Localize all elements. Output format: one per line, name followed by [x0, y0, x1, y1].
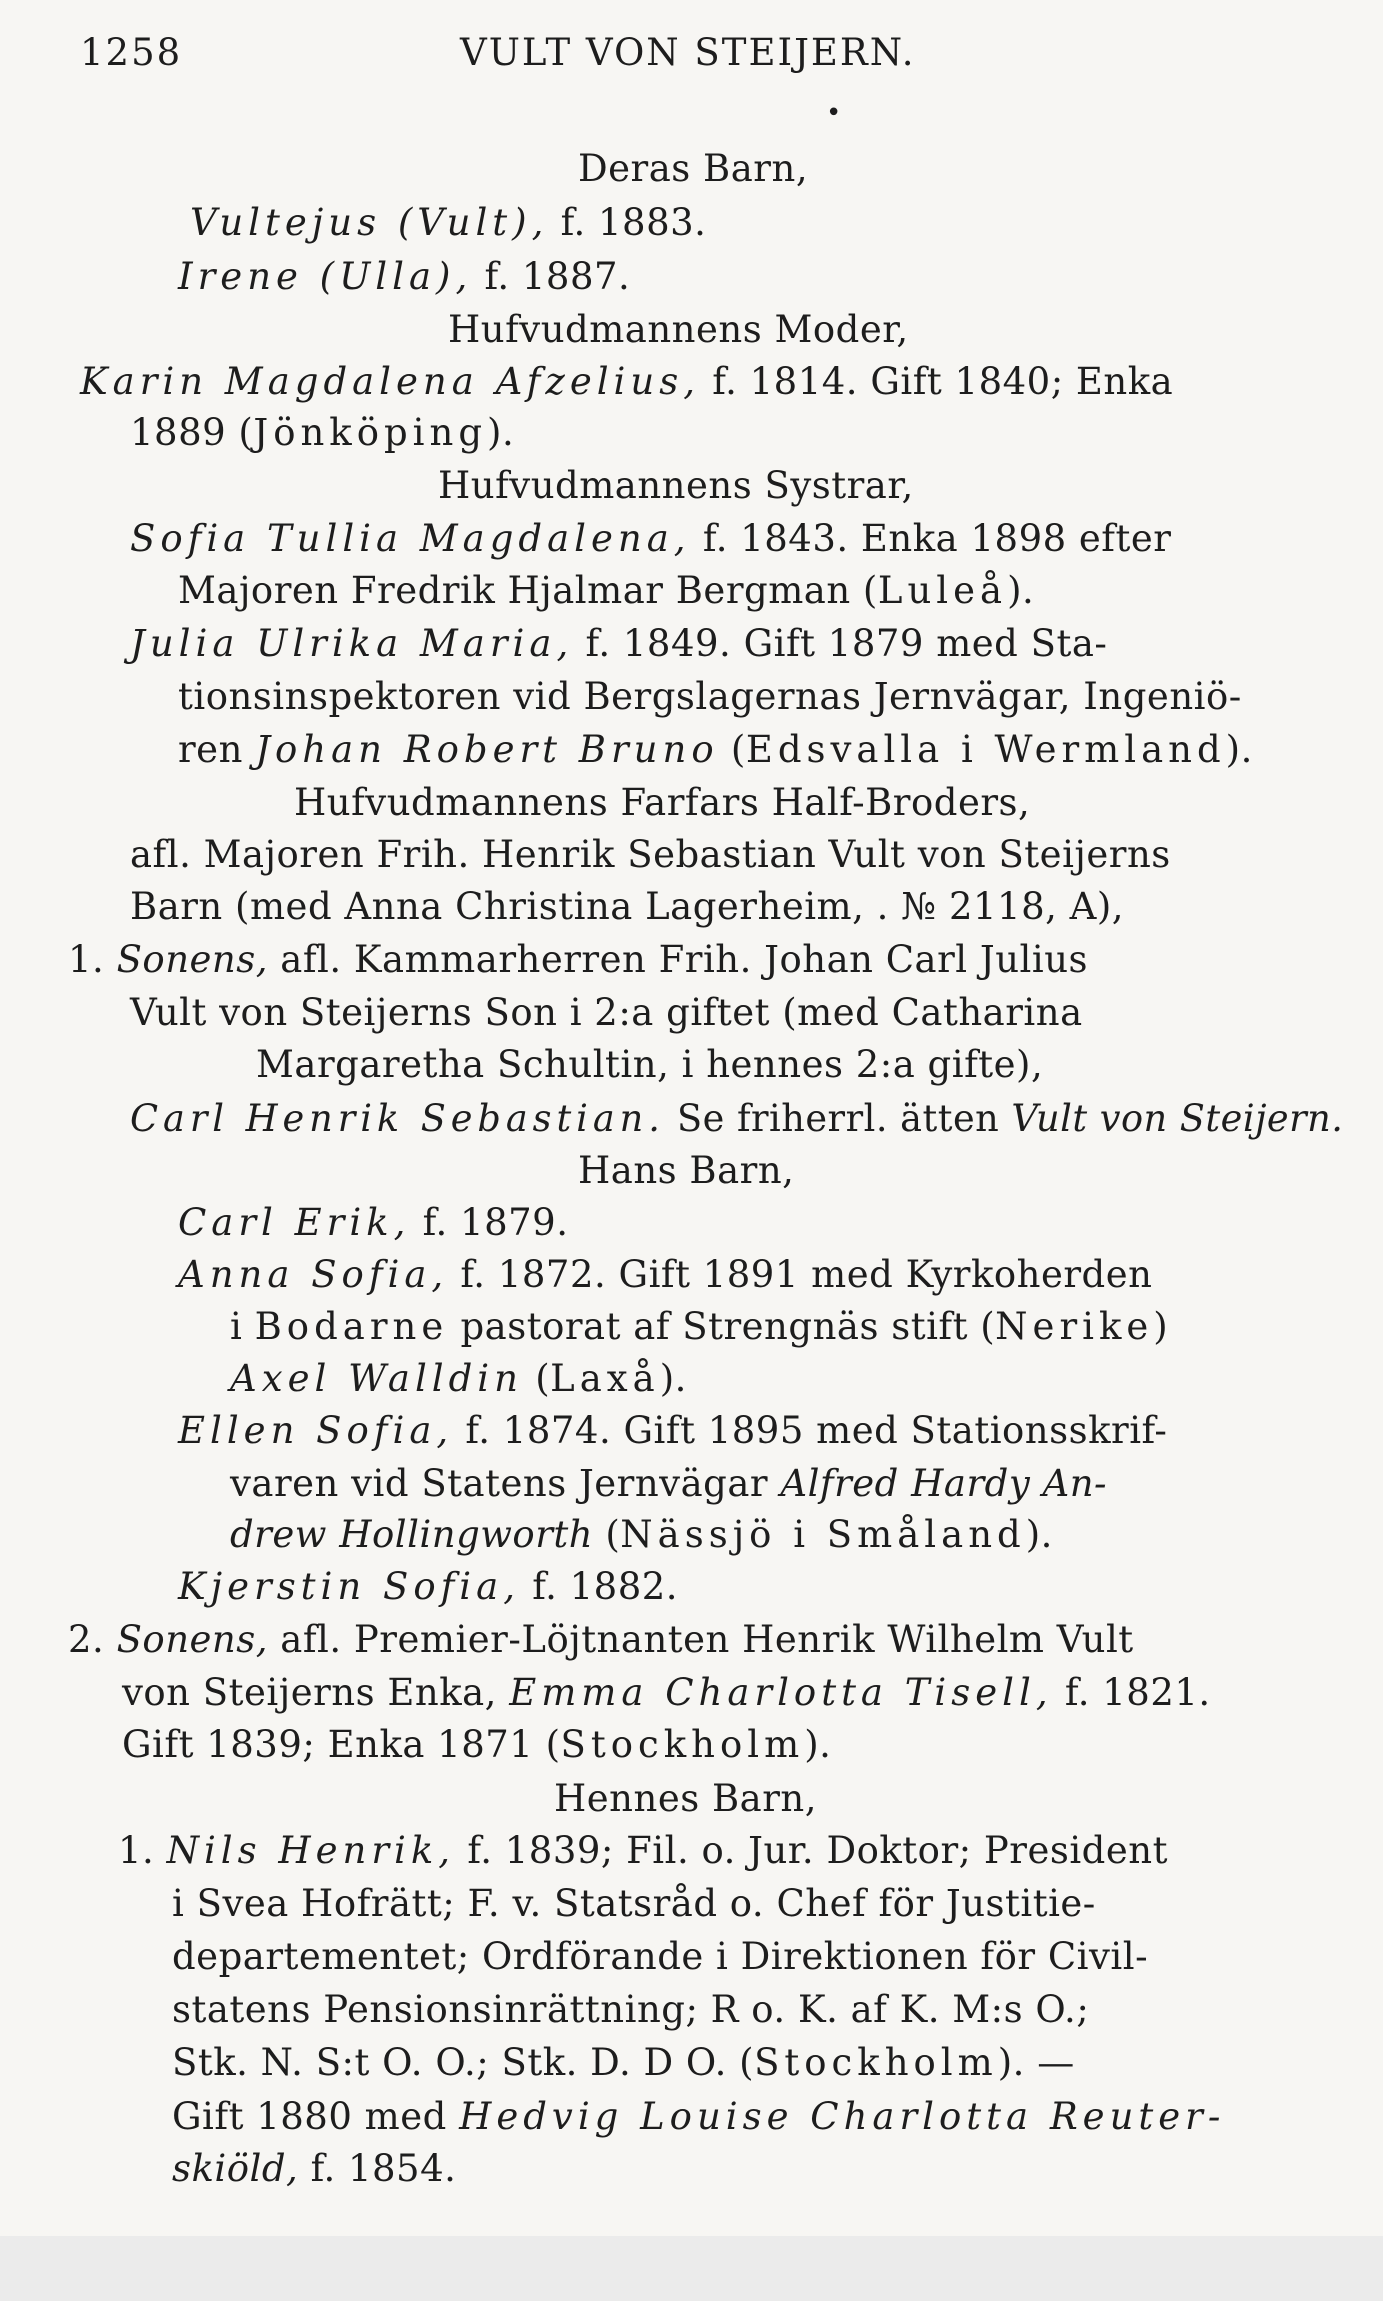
entry-line: Barn (med Anna Christina Lagerheim, . № 2118, A), [130, 885, 1125, 928]
numbered-entry: 1. Sonens, afl. Kammarherren Frih. Johan Carl Julius [68, 938, 1089, 981]
page-number: 1258 [80, 31, 183, 74]
entry-line: 1889 (Jönköping). [130, 411, 515, 454]
numbered-entry: 1. Nils Henrik, f. 1839; Fil. o. Jur. Doktor; President [118, 1829, 1168, 1872]
entry-line: Vult von Steijerns Son i 2:a giftet (med Catharina [130, 991, 1083, 1034]
entry-line: Stk. N. S:t O. O.; Stk. D. D O. (Stockholm). — [172, 2041, 1075, 2084]
entry-line: statens Pensionsinrättning; R o. K. af K. M:s O.; [172, 1988, 1090, 2031]
entry-line: ren Johan Robert Bruno (Edsvalla i Wermland). [178, 728, 1253, 771]
heading-hennes-barn: Hennes Barn, [554, 1777, 817, 1820]
entry-line: Anna Sofia, f. 1872. Gift 1891 med Kyrkoherden [178, 1253, 1153, 1296]
heading-deras-barn: Deras Barn, [578, 147, 809, 190]
entry-line: afl. Majoren Frih. Henrik Sebastian Vult von Steijerns [130, 833, 1171, 876]
entry-line: drew Hollingworth (Nässjö i Småland). [230, 1513, 1053, 1556]
entry-line: Irene (Ulla), f. 1887. [178, 255, 631, 298]
entry-line: Ellen Sofia, f. 1874. Gift 1895 med Stationsskrif- [178, 1409, 1168, 1452]
running-title: VULT VON STEIJERN. [460, 31, 916, 74]
entry-line: varen vid Statens Jernvägar Alfred Hardy An- [230, 1462, 1108, 1505]
entry-line: Sofia Tullia Magdalena, f. 1843. Enka 1898 efter [130, 517, 1172, 560]
entry-line: skiöld, f. 1854. [172, 2147, 457, 2190]
numbered-entry: 2. Sonens, afl. Premier-Löjtnanten Henrik Wilhelm Vult [68, 1618, 1134, 1661]
entry-line: von Steijerns Enka, Emma Charlotta Tisell, f. 1821. [122, 1671, 1211, 1714]
heading-hans-barn: Hans Barn, [578, 1149, 795, 1192]
heading-half-broders: Hufvudmannens Farfars Half-Broders, [294, 781, 1031, 824]
heading-moder: Hufvudmannens Moder, [448, 308, 909, 351]
entry-line: Carl Henrik Sebastian. Se friherrl. ätten Vult von Steijern. [130, 1097, 1344, 1140]
entry-line: Kjerstin Sofia, f. 1882. [178, 1565, 679, 1608]
entry-line: Karin Magdalena Afzelius, f. 1814. Gift 1840; Enka [80, 360, 1174, 403]
heading-systrar: Hufvudmannens Systrar, [438, 464, 914, 507]
entry-line: Gift 1880 med Hedvig Louise Charlotta Reuter- [172, 2095, 1226, 2138]
entry-line: Carl Erik, f. 1879. [178, 1201, 569, 1244]
bullet-mark: • [826, 98, 842, 128]
entry-line: Axel Walldin (Laxå). [230, 1357, 687, 1400]
entry-line: Majoren Fredrik Hjalmar Bergman (Luleå). [178, 569, 1035, 612]
entry-line: departementet; Ordförande i Direktionen för Civil- [172, 1935, 1149, 1978]
entry-line: Gift 1839; Enka 1871 (Stockholm). [122, 1723, 832, 1766]
entry-line: i Svea Hofrätt; F. v. Statsråd o. Chef för Justitie- [172, 1882, 1096, 1925]
entry-line: Margaretha Schultin, i hennes 2:a gifte), [256, 1043, 1044, 1086]
entry-line: tionsinspektoren vid Bergslagernas Jernvägar, Ingeniö- [178, 675, 1242, 718]
entry-line: i Bodarne pastorat af Strengnäs stift (Nerike) [230, 1305, 1169, 1348]
entry-line: Vultejus (Vult), f. 1883. [190, 201, 707, 244]
entry-line: Julia Ulrika Maria, f. 1849. Gift 1879 med Sta- [130, 622, 1108, 665]
